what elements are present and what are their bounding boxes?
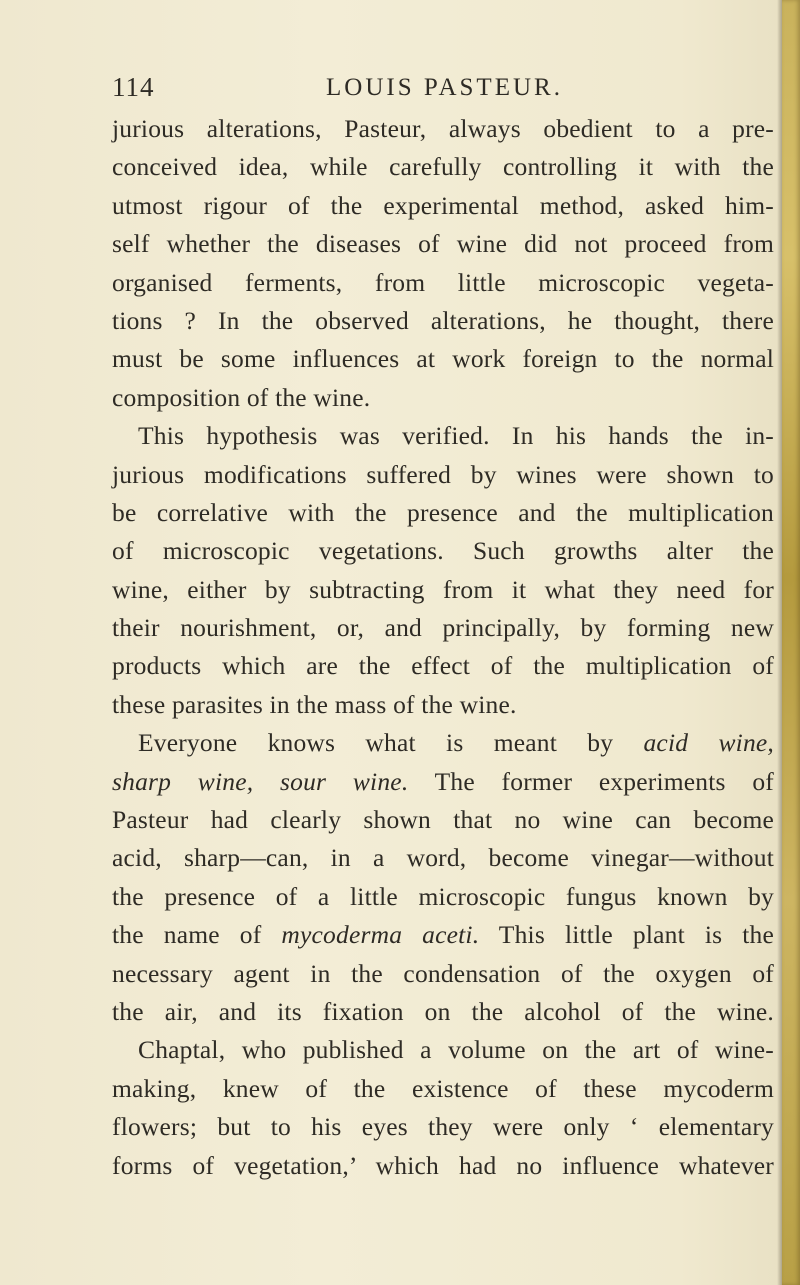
text-line: wine, either by subtracting from it what they need for bbox=[112, 574, 774, 604]
body-text bbox=[112, 110, 774, 1185]
page-number: 114 bbox=[112, 72, 155, 102]
text-line: jurious alterations, Pasteur, always obedient to a pre- bbox=[112, 114, 774, 143]
text-segment: This little plant is the bbox=[479, 920, 775, 950]
text-line: be correlative with the presence and the multiplication bbox=[112, 497, 774, 527]
text-line: must be some influences at work foreign to the normal bbox=[112, 344, 774, 374]
running-head: LOUIS PASTEUR. bbox=[326, 74, 563, 101]
text-line: utmost rigour of the experimental method, asked him- bbox=[112, 190, 774, 220]
text-line: making, knew of the existence of these mycoderm bbox=[112, 1073, 774, 1103]
text-line bbox=[112, 916, 774, 954]
text-line: the air, and its fixation on the alcohol of the wine. bbox=[112, 996, 774, 1026]
text-line: composition of the wine. bbox=[112, 382, 371, 412]
text-line: these parasites in the mass of the wine. bbox=[112, 689, 517, 719]
italic-text: sharp wine, sour wine. bbox=[112, 766, 409, 796]
text-line: This hypothesis was verified. In his hands the in- bbox=[138, 421, 774, 451]
text-line: jurious modifications suffered by wines were shown to bbox=[112, 459, 774, 489]
text-line: Chaptal, who published a volume on the art of wine- bbox=[138, 1035, 774, 1065]
text-line: Pasteur had clearly shown that no wine can become bbox=[112, 805, 774, 835]
text-segment: the name of bbox=[112, 920, 282, 950]
text-line: of microscopic vegetations. Such growths alter the bbox=[112, 536, 774, 566]
text-line: conceived idea, while carefully controlling it with the bbox=[112, 152, 774, 182]
text-line: organised ferments, from little microscopic vegeta- bbox=[112, 267, 774, 297]
text-line: forms of vegetation,’ which had no influence whatever bbox=[112, 1150, 774, 1180]
text-line: tions ? In the observed alterations, he thought, there bbox=[112, 305, 774, 335]
text-line: their nourishment, or, and principally, by forming new bbox=[112, 613, 774, 643]
text-line bbox=[112, 763, 774, 801]
text-segment: The former experiments of bbox=[408, 766, 774, 796]
text-line: products which are the effect of the multiplication of bbox=[112, 651, 774, 681]
text-line: flowers; but to his eyes they were only ‘ elementary bbox=[112, 1112, 774, 1142]
text-line bbox=[112, 724, 774, 762]
text-line: acid, sharp—can, in a word, become vinegar—without bbox=[112, 843, 774, 873]
text-line: self whether the diseases of wine did not proceed from bbox=[112, 229, 774, 259]
text-line: the presence of a little microscopic fungus known by bbox=[112, 881, 774, 911]
italic-text: mycoderma aceti. bbox=[281, 920, 480, 950]
page-header bbox=[112, 72, 772, 112]
page-edge-binding bbox=[782, 0, 800, 1285]
text-line: necessary agent in the condensation of the oxygen of bbox=[112, 958, 774, 988]
italic-text: acid wine, bbox=[643, 728, 774, 758]
text-segment: Everyone knows what is meant by bbox=[138, 728, 644, 758]
